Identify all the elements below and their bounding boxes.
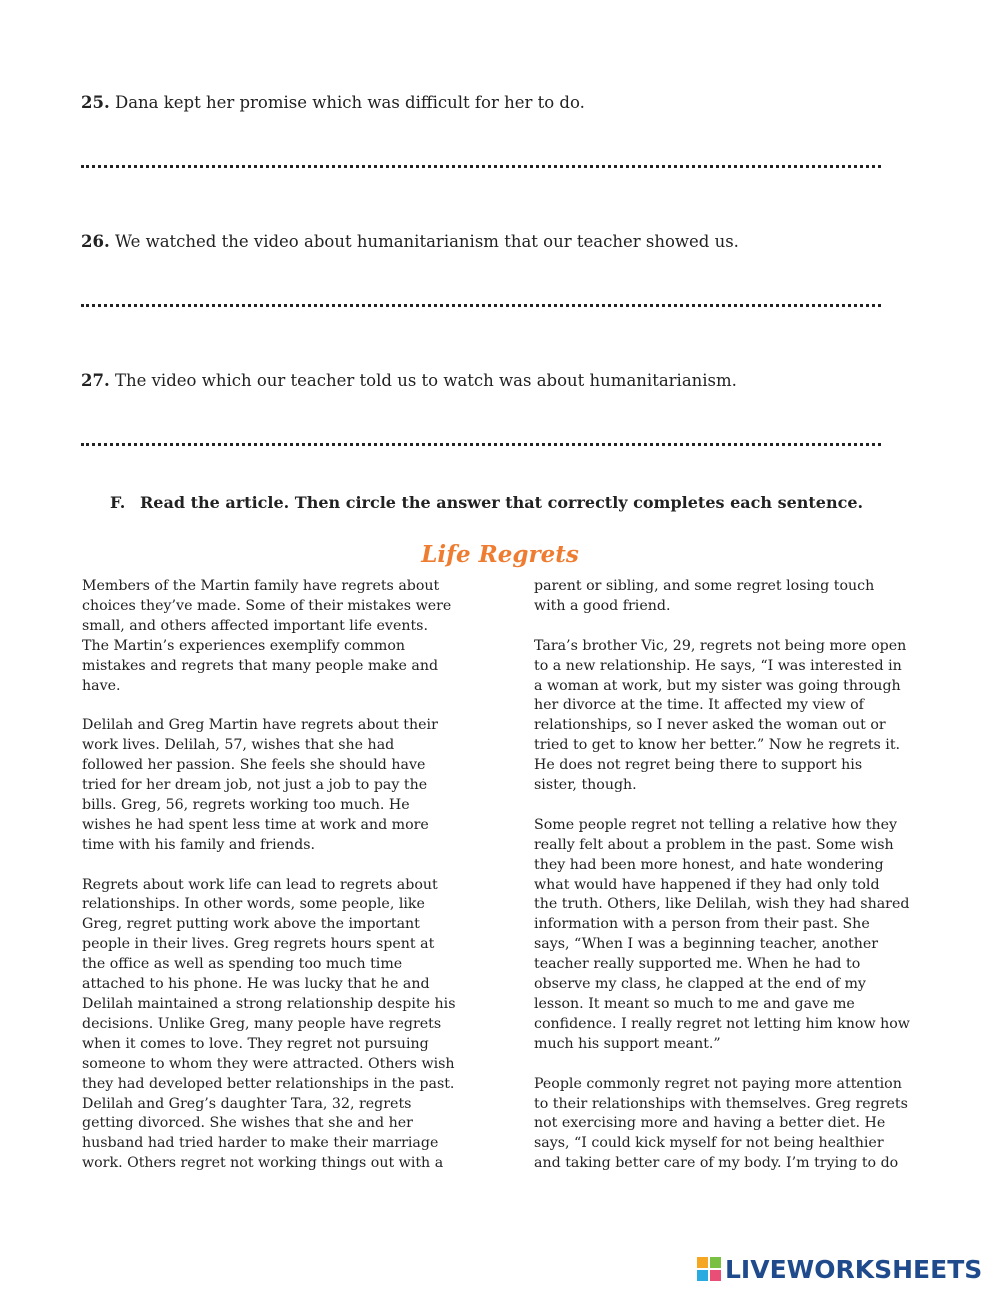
question-number: 26.: [81, 232, 110, 251]
logo-square: [697, 1270, 708, 1281]
section-letter: F.: [110, 493, 126, 512]
article-paragraph: parent or sibling, and some regret losing touch with a good friend.: [534, 578, 875, 614]
article-title: Life Regrets: [421, 541, 579, 568]
answer-line-25[interactable]: [81, 165, 881, 168]
logo-square: [710, 1270, 721, 1281]
article-paragraph: Members of the Martin family have regrets about choices they’ve made. Some of their mistakes were small, and others affected important life events. The Martin’s experiences exemplify common mistakes and regrets that many people make and have.: [82, 578, 452, 694]
answer-line-26[interactable]: [81, 304, 881, 307]
liveworksheets-logo: [697, 1252, 982, 1286]
article-left-column: [82, 577, 462, 1194]
answer-line-27[interactable]: [81, 443, 881, 446]
question-text: The video which our teacher told us to watch was about humanitarianism.: [109, 371, 737, 390]
question-25: [81, 92, 585, 114]
article-paragraph: Regrets about work life can lead to regrets about relationships. In other words, some people, like Greg, regret putting work above the important people in their lives. Greg regrets hours spent at the office as well as spending too much time attached to his phone. He was lucky that he and Delilah maintained a strong relationship despite his decisions. Unlike Greg, many people have regrets when it comes to love. They regret not pursuing someone to whom they were attracted. Others wish they had developed better relationships in the past. Delilah and Greg’s daughter Tara, 32, regrets getting divorced. She wishes that she and her husband had tried harder to make their marriage work. Others regret not working things out with a: [82, 876, 456, 1172]
section-instruction: Read the article. Then circle the answer that correctly completes each sentence.: [140, 493, 864, 512]
article-right-column: [534, 577, 914, 1194]
question-number: 25.: [81, 93, 110, 112]
article-paragraph: Delilah and Greg Martin have regrets about their work lives. Delilah, 57, wishes that she had followed her passion. She feels she should have tried for her dream job, not just a job to pay the bills. Greg, 56, regrets working too much. He wishes he had spent less time at work and more time with his family and friends.: [82, 717, 438, 853]
logo-square: [710, 1257, 721, 1268]
question-text: We watched the video about humanitarianism that our teacher showed us.: [109, 232, 739, 251]
question-number: 27.: [81, 371, 110, 390]
section-heading: [110, 492, 863, 514]
logo-square: [697, 1257, 708, 1268]
logo-squares-icon: [697, 1257, 721, 1281]
question-27: [81, 370, 737, 392]
question-26: [81, 231, 739, 253]
article-paragraph: People commonly regret not paying more attention to their relationships with themselves. Greg regrets not exercising more and having a better diet. He says, “I could kick myself for not being healthier and taking better care of my body. I’m trying to do: [534, 1075, 908, 1172]
logo-text: LIVEWORKSHEETS: [725, 1254, 983, 1284]
article-paragraph: Tara’s brother Vic, 29, regrets not being more open to a new relationship. He says, “I was interested in a woman at work, but my sister was going through her divorce at the time. It affected my view of relationships, so I never asked the woman out or tried to get to know her better.” Now he regrets it. He does not regret being there to support his sister, though.: [534, 637, 907, 794]
article-paragraph: Some people regret not telling a relative how they really felt about a problem in the past. Some wish they had been more honest, and hate wondering what would have happened if they had only told the truth. Others, like Delilah, wish they had shared information with a person from their past. She says, “When I was a beginning teacher, another teacher really supported me. When he had to observe my class, he clapped at the end of my lesson. It meant so much to me and gave me confidence. I really regret not letting him know how much his support meant.”: [534, 816, 910, 1052]
question-text: Dana kept her promise which was difficult for her to do.: [109, 93, 585, 112]
